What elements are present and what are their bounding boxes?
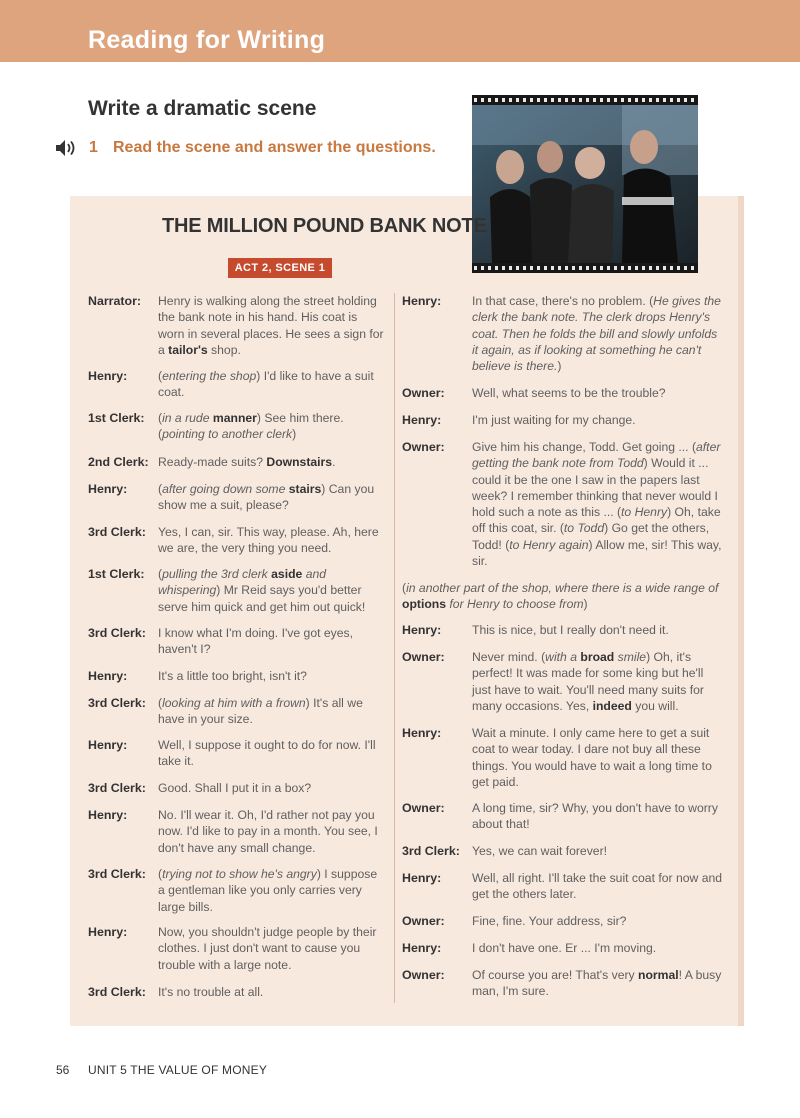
left-dialogue-line: It's no trouble at all. bbox=[158, 985, 264, 999]
right-speaker: Henry: bbox=[402, 413, 442, 427]
question-number: 1 bbox=[89, 139, 98, 156]
left-dialogue-line: (in a rude manner) See him there. (pointing to another clerk) bbox=[158, 411, 344, 442]
left-speaker: Henry: bbox=[88, 808, 128, 822]
right-speaker: Owner: bbox=[402, 386, 445, 400]
left-speaker: Henry: bbox=[88, 925, 128, 939]
right-dialogue-line: Fine, fine. Your address, sir? bbox=[472, 914, 627, 928]
right-stage-direction: (in another part of the shop, where there is a wide range of options for Henry to choose from) bbox=[402, 581, 719, 612]
left-dialogue-line: No. I'll wear it. Oh, I'd rather not pay you now. I'd like to pay in a month. You see, I don't have any small change. bbox=[158, 808, 378, 855]
right-speaker: Henry: bbox=[402, 623, 442, 637]
right-dialogue-line: I don't have one. Er ... I'm moving. bbox=[472, 941, 657, 955]
right-dialogue-line: I'm just waiting for my change. bbox=[472, 413, 636, 427]
right-dialogue-line: Yes, we can wait forever! bbox=[472, 844, 608, 858]
section-title: Write a dramatic scene bbox=[88, 97, 317, 120]
right-speaker: Henry: bbox=[402, 871, 442, 885]
right-speaker: Henry: bbox=[402, 726, 442, 740]
right-dialogue-line: A long time, sir? Why, you don't have to worry about that! bbox=[472, 801, 718, 832]
page-number: 56 bbox=[56, 1063, 70, 1077]
right-speaker: Owner: bbox=[402, 914, 445, 928]
left-dialogue-line: Ready-made suits? Downstairs. bbox=[158, 455, 336, 469]
right-speaker: Owner: bbox=[402, 440, 445, 454]
right-speaker: Henry: bbox=[402, 941, 442, 955]
left-dialogue-line: (entering the shop) I'd like to have a suit coat. bbox=[158, 369, 374, 400]
left-dialogue-line: It's a little too bright, isn't it? bbox=[158, 669, 307, 683]
audio-speaker-icon[interactable] bbox=[55, 139, 77, 157]
left-speaker: 2nd Clerk: bbox=[88, 455, 149, 469]
play-title: THE MILLION POUND BANK NOTE bbox=[162, 215, 487, 237]
left-speaker: 3rd Clerk: bbox=[88, 525, 146, 539]
right-speaker: Owner: bbox=[402, 650, 445, 664]
right-dialogue-line: Give him his change, Todd. Get going ... (after getting the bank note from Todd) Would it ... could it be the one I saw in the papers last week? I remember thinking that never would I hold such a note as this ... (to Henry) Oh, take off this coat, sir. (to Todd) Go get the others, Todd! (to Henry again) Allow me, sir! This way, sir. bbox=[472, 440, 722, 569]
left-dialogue-line: (trying not to show he's angry) I suppose a gentleman like you only carries very large bills. bbox=[158, 867, 378, 914]
question-instruction: Read the scene and answer the questions. bbox=[113, 139, 436, 156]
right-speaker: 3rd Clerk: bbox=[402, 844, 460, 858]
right-dialogue-line: This is nice, but I really don't need it. bbox=[472, 623, 669, 637]
panel-edge bbox=[738, 196, 744, 1026]
left-dialogue-line: (pulling the 3rd clerk aside and whispering) Mr Reid says you'd better serve him quick and get him out quick! bbox=[158, 567, 366, 614]
unit-title: UNIT 5 THE VALUE OF MONEY bbox=[88, 1063, 268, 1077]
right-dialogue-line: Well, what seems to be the trouble? bbox=[472, 386, 666, 400]
left-dialogue-line: Good. Shall I put it in a box? bbox=[158, 781, 312, 795]
photo-scene bbox=[472, 105, 698, 263]
film-strip-bottom bbox=[472, 263, 698, 273]
right-speaker: Henry: bbox=[402, 294, 442, 308]
film-strip-top bbox=[472, 95, 698, 105]
left-speaker: 3rd Clerk: bbox=[88, 781, 146, 795]
left-speaker: 3rd Clerk: bbox=[88, 985, 146, 999]
banner-title: Reading for Writing bbox=[88, 26, 326, 54]
right-dialogue-line: Of course you are! That's very normal! A busy man, I'm sure. bbox=[472, 968, 722, 999]
right-speaker: Owner: bbox=[402, 801, 445, 815]
left-speaker: Henry: bbox=[88, 669, 128, 683]
left-speaker: 3rd Clerk: bbox=[88, 696, 146, 710]
right-speaker: Owner: bbox=[402, 968, 445, 982]
left-dialogue-line: Now, you shouldn't judge people by their clothes. I just don't want to cause you trouble with a large note. bbox=[158, 925, 377, 972]
left-dialogue-line: (looking at him with a frown) It's all we have in your size. bbox=[158, 696, 363, 727]
left-speaker: 1st Clerk: bbox=[88, 411, 145, 425]
left-speaker: Henry: bbox=[88, 738, 128, 752]
right-dialogue-line: Wait a minute. I only came here to get a suit coat to wear today. I dare not buy all these things. You would have to wait a long time to get paid. bbox=[472, 726, 712, 789]
left-speaker: Narrator: bbox=[88, 294, 142, 308]
left-dialogue-line: Yes, I can, sir. This way, please. Ah, here we are, the very thing you need. bbox=[158, 525, 379, 556]
left-speaker: 1st Clerk: bbox=[88, 567, 145, 581]
left-dialogue-line: (after going down some stairs) Can you show me a suit, please? bbox=[158, 482, 375, 513]
left-speaker: Henry: bbox=[88, 482, 128, 496]
right-dialogue-line: In that case, there's no problem. (He gives the clerk the bank note. The clerk drops Henry's coat. Then he folds the bill and slowly unfolds it again, as if looking at something he can't believe is there.) bbox=[472, 294, 721, 374]
left-dialogue-line: I know what I'm doing. I've got eyes, haven't I? bbox=[158, 626, 354, 657]
column-divider bbox=[394, 293, 395, 1003]
left-speaker: 3rd Clerk: bbox=[88, 867, 146, 881]
left-speaker: Henry: bbox=[88, 369, 128, 383]
right-dialogue-line: Well, all right. I'll take the suit coat for now and get the others later. bbox=[472, 871, 723, 902]
left-dialogue-line: Well, I suppose it ought to do for now. I'll take it. bbox=[158, 738, 376, 769]
act-scene-badge: ACT 2, SCENE 1 bbox=[228, 258, 332, 278]
left-speaker: 3rd Clerk: bbox=[88, 626, 146, 640]
left-dialogue-line: Henry is walking along the street holding the bank note in his hand. His coat is worn in several places. He sees a sign for a tailor's shop. bbox=[158, 294, 384, 357]
header-banner bbox=[0, 0, 800, 62]
film-still-photo bbox=[472, 95, 698, 273]
right-dialogue-line: Never mind. (with a broad smile) Oh, it's perfect! It was made for some king but he'll just have to wait. You'll need many suits for many occasions. Yes, indeed you will. bbox=[472, 650, 704, 713]
